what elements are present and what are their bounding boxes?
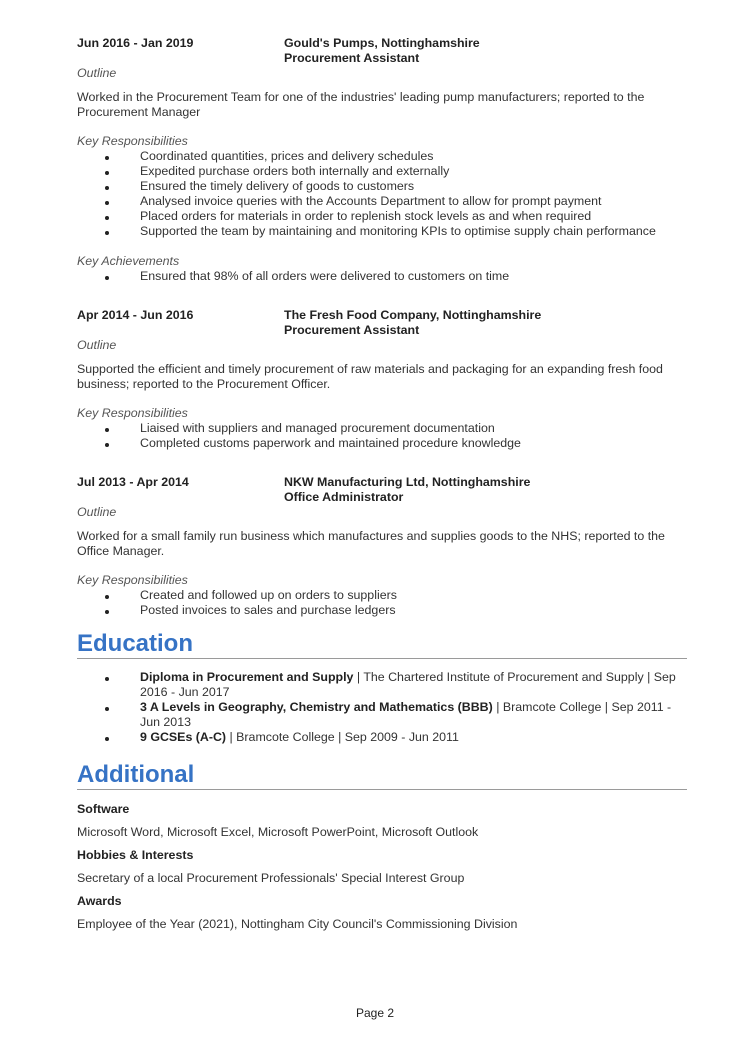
job-company: The Fresh Food Company, Nottinghamshire [284,308,542,322]
job-header [77,475,687,505]
hobbies-text: Secretary of a local Procurement Professionals' Special Interest Group [77,871,465,885]
qualification-details: | Bramcote College | Sep 2011 - Jun 2013 [140,700,672,729]
list-item: Expedited purchase orders both internally and externally [77,164,687,179]
hobbies-label: Hobbies & Interests [77,848,194,862]
qualification-name: Diploma in Procurement and Supply [140,670,354,684]
qualification-name: 9 GCSEs (A-C) [140,730,227,744]
responsibilities-label: Key Responsibilities [77,406,188,420]
list-item: Placed orders for materials in order to replenish stock levels as and when required [77,209,687,224]
software-label: Software [77,802,130,816]
job-header [77,308,687,338]
achievements-list [77,269,687,284]
list-item: Ensured the timely delivery of goods to customers [77,179,687,194]
job-dates: Jul 2013 - Apr 2014 [77,475,189,489]
job-dates: Apr 2014 - Jun 2016 [77,308,194,322]
job-company: Gould's Pumps, Nottinghamshire [284,36,480,50]
awards-text: Employee of the Year (2021), Nottingham City Council's Commissioning Division [77,917,518,931]
outline-label: Outline [77,338,117,352]
qualification-details: | The Chartered Institute of Procurement and Supply | Sep 2016 - Jun 2017 [140,670,676,699]
qualification-name: 3 A Levels in Geography, Chemistry and Mathematics (BBB) [140,700,493,714]
cv-content [77,36,687,932]
job-outline: Worked for a small family run business which manufactures and supplies goods to the NHS; reported to the Office Manager. [77,529,665,558]
job-entry [77,308,687,451]
job-entry [77,475,687,618]
job-dates: Jun 2016 - Jan 2019 [77,36,194,50]
education-item [77,700,687,730]
software-text: Microsoft Word, Microsoft Excel, Microsoft PowerPoint, Microsoft Outlook [77,825,479,839]
awards-label: Awards [77,894,122,908]
job-outline: Supported the efficient and timely procurement of raw materials and packaging for an expanding fresh food business; reported to the Procurement Officer. [77,362,663,391]
additional-heading: Additional [77,761,687,790]
job-role: Office Administrator [284,490,404,504]
responsibilities-list [77,149,687,239]
job-outline: Worked in the Procurement Team for one of the industries' leading pump manufacturers; reported to the Procurement Manager [77,90,645,119]
outline-label: Outline [77,505,117,519]
responsibilities-list [77,588,687,618]
list-item: Created and followed up on orders to suppliers [77,588,687,603]
job-entry [77,36,687,284]
list-item: Analysed invoice queries with the Accounts Department to allow for prompt payment [77,194,687,209]
job-header [77,36,687,66]
education-item [77,730,687,745]
responsibilities-list [77,421,687,451]
list-item: Completed customs paperwork and maintained procedure knowledge [77,436,687,451]
job-role: Procurement Assistant [284,323,420,337]
education-heading: Education [77,630,687,659]
list-item: Supported the team by maintaining and monitoring KPIs to optimise supply chain performance [77,224,687,239]
responsibilities-label: Key Responsibilities [77,134,188,148]
achievements-label: Key Achievements [77,254,180,268]
education-item [77,670,687,700]
responsibilities-label: Key Responsibilities [77,573,188,587]
list-item: Coordinated quantities, prices and delivery schedules [77,149,687,164]
page-number: Page 2 [355,1006,395,1020]
outline-label: Outline [77,66,117,80]
education-list [77,670,687,745]
qualification-details: | Bramcote College | Sep 2009 - Jun 2011 [226,730,459,744]
job-role: Procurement Assistant [284,51,420,65]
list-item: Posted invoices to sales and purchase ledgers [77,603,687,618]
list-item: Ensured that 98% of all orders were delivered to customers on time [77,269,687,284]
list-item: Liaised with suppliers and managed procurement documentation [77,421,687,436]
job-company: NKW Manufacturing Ltd, Nottinghamshire [284,475,531,489]
